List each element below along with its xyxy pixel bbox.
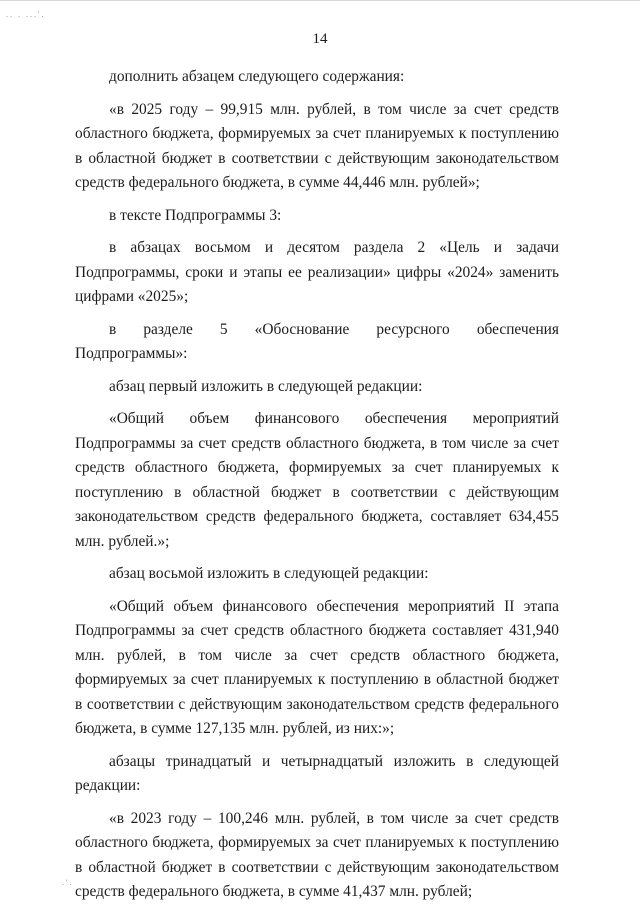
document-body <box>75 65 559 905</box>
scan-artifact: .'. <box>62 878 74 887</box>
paragraph: абзац первый изложить в следующей редакции: <box>109 377 423 395</box>
paragraph: в разделе 5 «Обоснование ресурсного обеспечения Подпрограммы»: <box>75 320 559 362</box>
paragraph: «Общий объем финансового обеспечения мероприятий II этапа Подпрограммы за счет средств областного бюджета составляет 431,940 млн. рублей, в том числе за счет средств областного бюджета, формируемых за счет планируемых к поступлению в областной бюджет в соответствии с действующим законодательством средств федерального бюджета, в сумме 127,135 млн. рублей, из них:»; <box>75 597 559 737</box>
paragraph: «Общий объем финансового обеспечения мероприятий Подпрограммы за счет средств областного бюджета, в том числе за счет средств областного бюджета, формируемых за счет планируемых к поступлению в областной бюджет в соответствии с действующим законодательством средств федерального бюджета, составляет 634,455 млн. рублей.»; <box>75 410 559 550</box>
paragraph: в тексте Подпрограммы 3: <box>109 206 282 224</box>
paragraph: дополнить абзацем следующего содержания: <box>109 68 405 85</box>
scan-artifact: .. . ...'. <box>6 10 46 19</box>
paragraph: абзац восьмой изложить в следующей редакции: <box>109 565 429 582</box>
page-number: 14 <box>312 31 328 47</box>
paragraph: в абзацах восьмом и десятом раздела 2 «Цель и задачи Подпрограммы, сроки и этапы ее реализации» цифры «2024» заменить цифрами «2025»; <box>75 239 559 305</box>
scan-edge <box>0 0 640 1</box>
paragraph: «в 2025 году – 99,915 млн. рублей, в том числе за счет средств областного бюджета, формируемых за счет планируемых к поступлению в областной бюджет в соответствии с действующим законодательством средств федерального бюджета, в сумме 44,446 млн. рублей»; <box>75 100 559 191</box>
paragraph: «в 2023 году – 100,246 млн. рублей, в том числе за счет средств областного бюджета, формируемых за счет планируемых к поступлению в областной бюджет в соответствии с действующим законодательством средств федерального бюджета, в сумме 41,437 млн. рублей; <box>75 809 559 900</box>
paragraph: абзацы тринадцатый и четырнадцатый изложить в следующей редакции: <box>75 752 559 794</box>
